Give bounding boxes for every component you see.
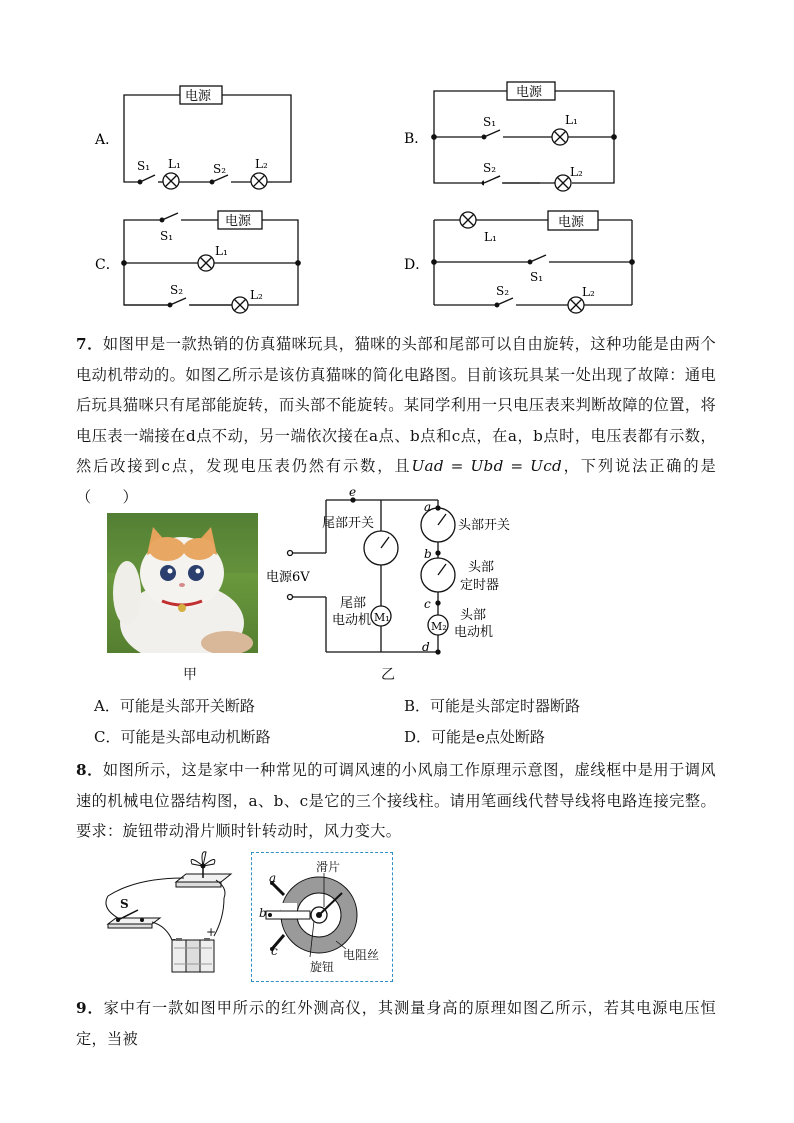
resistance-wire-label: 电阻丝 xyxy=(343,948,380,962)
question-8-body: 如图所示，这是家中一种常见的可调风速的小风扇工作原理示意图，虚线框中是用于调风速的机械电位器结构图，a、b、c是它的三个接线柱。请用笔画线代替导线将电路连接完整。要求：旋钮带动滑片顺时针转动时，风力变大。 xyxy=(76,761,716,840)
q8-fan-circuit xyxy=(96,848,236,978)
s1-label-b: S₁ xyxy=(483,115,497,129)
q7-option-a: A．可能是头部开关断路 xyxy=(94,697,255,715)
question-8-number: 8． xyxy=(76,761,103,779)
cat-toy-photo xyxy=(107,513,258,653)
m1-label: M₁ xyxy=(374,611,390,624)
l1-label-a: L₁ xyxy=(168,157,181,171)
l2-label-a: L₂ xyxy=(255,157,268,171)
figure-yi-label: 乙 xyxy=(381,667,395,683)
s1-label-c: S₁ xyxy=(160,229,174,243)
question-7-body: 如图甲是一款热销的仿真猫咪玩具，猫咪的头部和尾部可以自由旋转，这种功能是由两个电动机带动的。如图乙所示是该仿真猫咪的简化电路图。目前该玩具某一处出现了故障：通电后玩具猫咪只有尾部能旋转，而头部不能旋转。某同学利用一只电压表来判断故障的位置，将电压表一端接在d点不动，另一端依次接在a点、b点和c点，在a，b点时，电压表都有示数，然后改接到c点，发现电压表仍然有示数，且 xyxy=(76,335,716,475)
question-9-text xyxy=(76,993,716,1054)
s1-label-a: S₁ xyxy=(137,159,151,173)
q7-option-c: C．可能是头部电动机断路 xyxy=(94,728,271,746)
s2-label-b: S₂ xyxy=(483,161,497,175)
tail-motor-label-2: 电动机 xyxy=(332,613,372,628)
point-e: e xyxy=(349,485,357,499)
point-a: a xyxy=(424,500,432,514)
question-9-number: 9． xyxy=(76,999,104,1017)
m2-label: M₂ xyxy=(431,620,447,633)
question-9-body: 家中有一款如图甲所示的红外测高仪，其测量身高的原理如图乙所示，若其电源电压恒定，当被 xyxy=(76,999,717,1048)
question-7-formula: Uad = Ubd = Ucd xyxy=(411,457,563,475)
q7-option-d: D．可能是e点处断路 xyxy=(404,728,545,746)
top-circuits xyxy=(0,0,794,320)
l1-label-d: L₁ xyxy=(484,230,497,244)
power-label-c: 电源 xyxy=(225,214,252,229)
option-c-letter: C． xyxy=(95,257,120,273)
tail-motor-label-1: 尾部 xyxy=(340,596,367,611)
cat-illustration xyxy=(107,513,258,653)
head-timer-label-1: 头部 xyxy=(468,560,495,575)
option-d-letter: D． xyxy=(404,257,430,273)
terminal-c-label: c xyxy=(271,944,278,958)
l2-label-b: L₂ xyxy=(570,165,583,179)
s2-label-c: S₂ xyxy=(170,283,184,297)
s2-label-a: S₂ xyxy=(213,162,227,176)
l2-label-c: L₂ xyxy=(250,288,263,302)
q7-circuit xyxy=(260,485,520,665)
terminal-b-label: b xyxy=(259,906,267,920)
q7-option-b: B．可能是头部定时器断路 xyxy=(404,697,581,715)
head-switch-label: 头部开关 xyxy=(458,518,511,533)
switch-s-label: S xyxy=(120,897,129,911)
fan-circuit-illustration xyxy=(96,848,236,978)
battery-minus-label: - xyxy=(172,932,177,946)
question-8-text xyxy=(76,755,716,847)
slider-label: 滑片 xyxy=(316,860,341,874)
question-7-stem-end: ，下列说法正确的是（ ） xyxy=(76,457,717,506)
s1-label-d: S₁ xyxy=(530,270,544,284)
option-b-letter: B． xyxy=(404,131,429,147)
l2-label-d: L₂ xyxy=(582,285,595,299)
point-d: d xyxy=(422,640,430,654)
tail-switch-label: 尾部开关 xyxy=(322,516,375,531)
circuit-diagrams xyxy=(0,0,794,320)
question-7-number: 7． xyxy=(76,335,103,353)
head-motor-label-2: 电动机 xyxy=(454,625,494,640)
l1-label-b: L₁ xyxy=(565,113,578,127)
power-label-a: 电源 xyxy=(185,89,212,104)
head-timer-label-2: 定时器 xyxy=(460,578,500,593)
power-label-d: 电源 xyxy=(558,215,585,230)
q7-circuit-diagram xyxy=(260,485,520,665)
point-c: c xyxy=(424,597,431,611)
circuit-c xyxy=(122,211,300,313)
knob-label: 旋钮 xyxy=(310,960,335,974)
circuit-d xyxy=(432,211,634,313)
point-b: b xyxy=(424,547,432,561)
terminal-a-label: a xyxy=(269,871,277,885)
head-motor-label-1: 头部 xyxy=(460,608,487,623)
option-a-letter: A． xyxy=(95,132,120,148)
power-label-b: 电源 xyxy=(516,85,543,100)
power-6v-label: 电源6V xyxy=(266,570,310,585)
s2-label-d: S₂ xyxy=(496,284,510,298)
figure-jia-label: 甲 xyxy=(183,667,197,683)
l1-label-c: L₁ xyxy=(215,244,228,258)
battery-plus-label: + xyxy=(206,925,217,939)
